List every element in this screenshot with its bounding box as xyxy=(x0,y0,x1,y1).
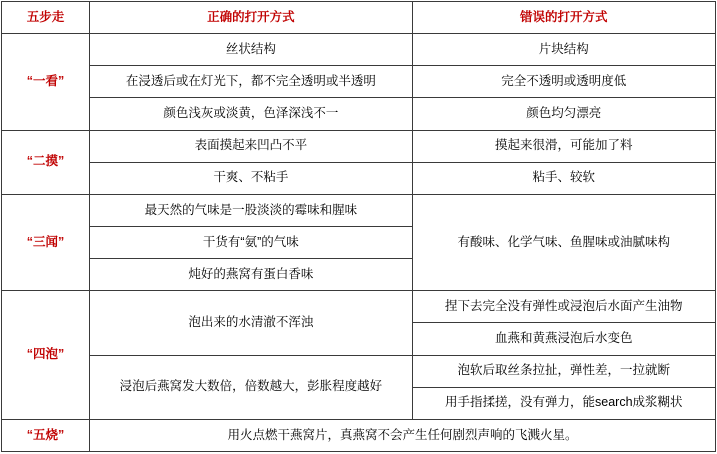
full-width-cell-5: 用火点燃干燕窝片，真燕窝不会产生任何剧烈声响的飞溅火星。 xyxy=(90,419,716,451)
wrong-cell-3-1: 有酸味、化学气味、鱼腥味或油腻味构 xyxy=(412,194,715,290)
table-header-row xyxy=(2,2,716,34)
wrong-cell-2-2: 粘手、较软 xyxy=(412,162,715,194)
header-wrong-column: 错误的打开方式 xyxy=(412,2,715,34)
table-row xyxy=(2,130,716,162)
table-row xyxy=(2,66,716,98)
wrong-cell-4-4: 用手指揉搓，没有弹力，能search成浆糊状 xyxy=(412,387,715,419)
table-row xyxy=(2,98,716,130)
table-row xyxy=(2,419,716,451)
table-row xyxy=(2,194,716,226)
wrong-cell-1-2: 完全不透明或透明度低 xyxy=(412,66,715,98)
step-label-5: “五烧” xyxy=(2,419,90,451)
wrong-cell-1-1: 片块结构 xyxy=(412,34,715,66)
table-row xyxy=(2,291,716,323)
wrong-cell-4-1: 捏下去完全没有弹性或浸泡后水面产生油物 xyxy=(412,291,715,323)
wrong-cell-2-1: 摸起来很滑，可能加了料 xyxy=(412,130,715,162)
header-step-column: 五步走 xyxy=(2,2,90,34)
right-cell-3-1: 最天然的气味是一股淡淡的霉味和腥味 xyxy=(90,194,412,226)
table-row xyxy=(2,34,716,66)
right-cell-4-1: 泡出来的水清澈不浑浊 xyxy=(90,291,412,355)
header-right-column: 正确的打开方式 xyxy=(90,2,412,34)
right-cell-1-1: 丝状结构 xyxy=(90,34,412,66)
table-row xyxy=(2,355,716,387)
step-label-2: “二摸” xyxy=(2,130,90,194)
right-cell-4-2: 浸泡后燕窝发大数倍，倍数越大，彭胀程度越好 xyxy=(90,355,412,419)
right-cell-2-1: 表面摸起来凹凸不平 xyxy=(90,130,412,162)
step-label-4: “四泡” xyxy=(2,291,90,420)
wrong-cell-1-3: 颜色均匀漂亮 xyxy=(412,98,715,130)
comparison-table xyxy=(1,1,716,452)
step-label-3: “三闻” xyxy=(2,194,90,290)
wrong-cell-4-2: 血燕和黄燕浸泡后水变色 xyxy=(412,323,715,355)
wrong-cell-4-3: 泡软后取丝条拉扯，弹性差，一拉就断 xyxy=(412,355,715,387)
right-cell-1-2: 在浸透后或在灯光下，都不完全透明或半透明 xyxy=(90,66,412,98)
right-cell-3-3: 炖好的燕窝有蛋白香味 xyxy=(90,259,412,291)
right-cell-2-2: 干爽、不粘手 xyxy=(90,162,412,194)
table-document xyxy=(0,1,717,454)
table-row xyxy=(2,162,716,194)
right-cell-3-2: 干货有“氨”的气味 xyxy=(90,226,412,258)
step-label-1: “一看” xyxy=(2,34,90,130)
right-cell-1-3: 颜色浅灰或淡黄，色泽深浅不一 xyxy=(90,98,412,130)
